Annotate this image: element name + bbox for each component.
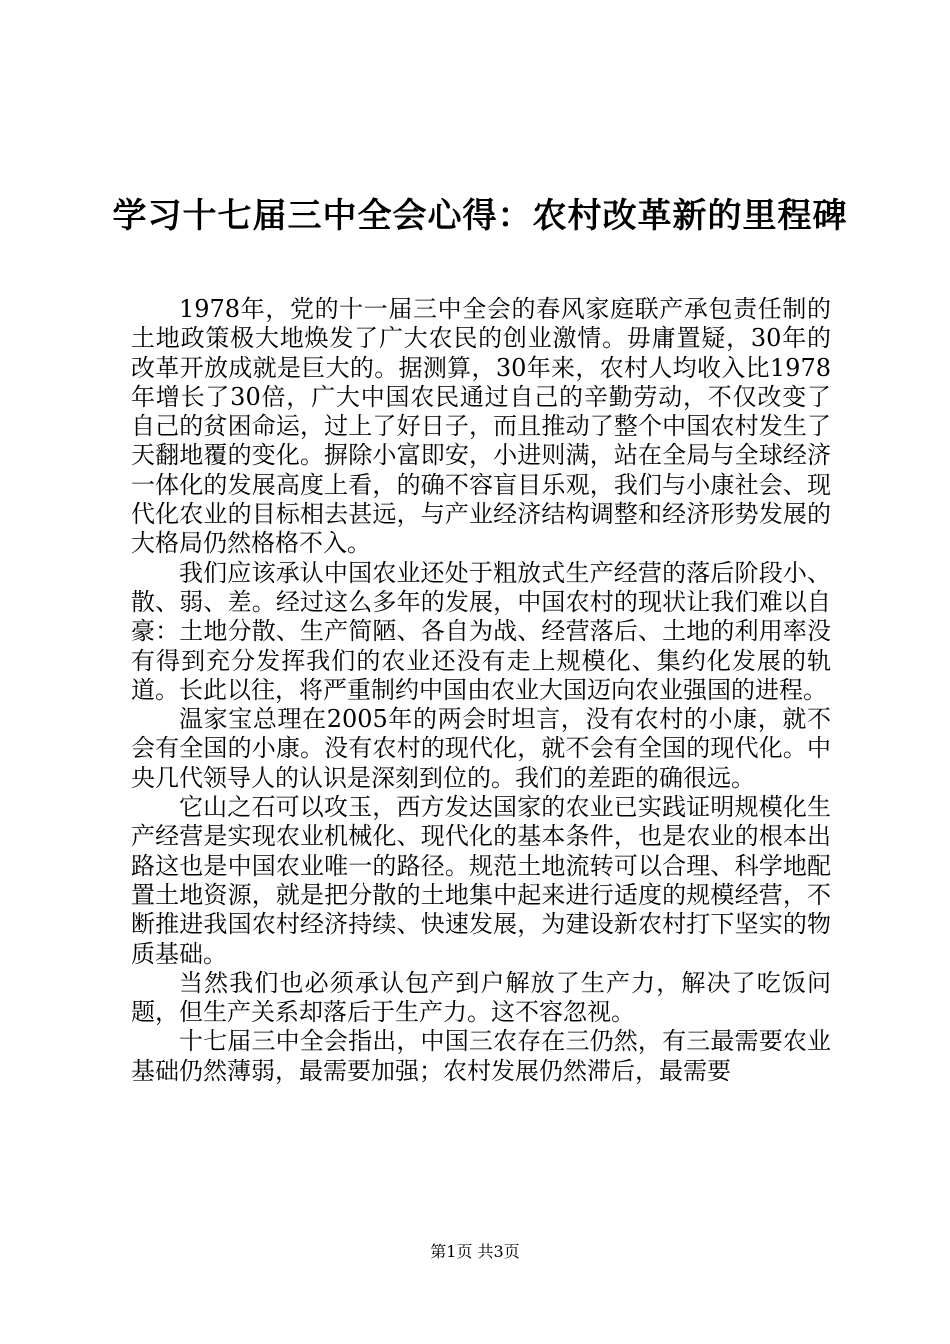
paragraph: 它山之石可以攻玉，西方发达国家的农业已实践证明规模化生产经营是实现农业机械化、现代化的基本条件，也是农业的根本出路这也是中国农业唯一的路径。规范土地流转可以合理、科学地配置土地资源，就是把分散的土地集中起来进行适度的规模经营，不断推进我国农村经济持续、快速发展，为建设新农村打下坚实的物质基础。 xyxy=(131,793,831,968)
paragraph: 温家宝总理在2005年的两会时坦言，没有农村的小康，就不会有全国的小康。没有农村的现代化，就不会有全国的现代化。中央几代领导人的认识是深刻到位的。我们的差距的确很远。 xyxy=(131,705,831,792)
page-number-footer: 第1页 共3页 xyxy=(430,1242,520,1261)
paragraph: 当然我们也必须承认包产到户解放了生产力，解决了吃饭问题，但生产关系却落后于生产力。这不容忽视。 xyxy=(131,968,831,1027)
paragraph: 1978年，党的十一届三中全会的春风家庭联产承包责任制的土地政策极大地焕发了广大农民的创业激情。毋庸置疑，30年的改革开放成就是巨大的。据测算，30年来，农村人均收入比1978年增长了30倍，广大中国农民通过自己的辛勤劳动，不仅改变了自己的贫困命运，过上了好日子，而且推动了整个中国农村发生了天翻地覆的变化。摒除小富即安，小进则满，站在全局与全球经济一体化的发展高度上看，的确不容盲目乐观，我们与小康社会、现代化农业的目标相去甚远，与产业经济结构调整和经济形势发展的大格局仍然格格不入。 xyxy=(131,295,831,558)
document-body xyxy=(131,295,831,1086)
paragraph: 十七届三中全会指出，中国三农存在三仍然，有三最需要农业基础仍然薄弱，最需要加强；农村发展仍然滞后，最需要 xyxy=(131,1027,831,1085)
document-title: 学习十七届三中全会心得：农村改革新的里程碑 xyxy=(112,196,848,236)
paragraph: 我们应该承认中国农业还处于粗放式生产经营的落后阶段小、散、弱、差。经过这么多年的发展，中国农村的现状让我们难以自豪：土地分散、生产简陋、各自为战、经营落后、土地的利用率没有得到充分发挥我们的农业还没有走上规模化、集约化发展的轨道。长此以往，将严重制约中国由农业大国迈向农业强国的进程。 xyxy=(131,558,831,704)
